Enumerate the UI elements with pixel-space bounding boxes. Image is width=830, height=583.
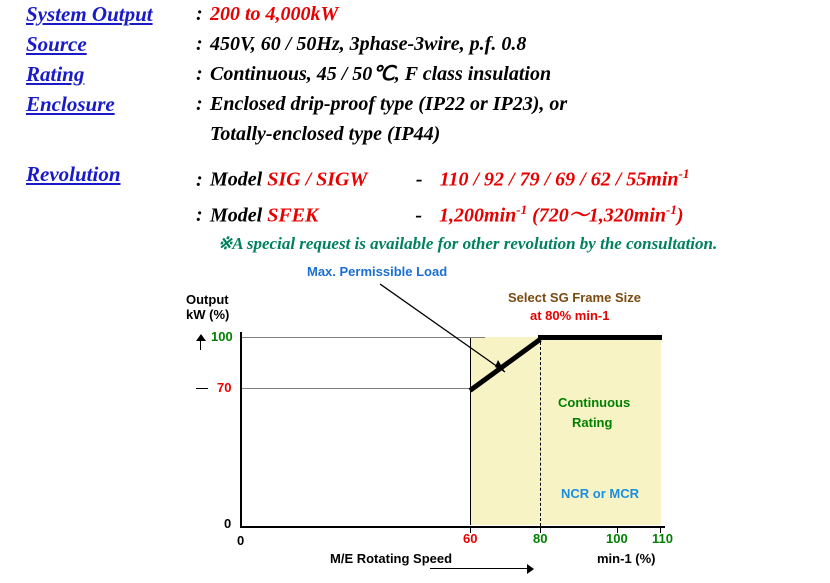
spec-text-system-output: 200 to 4,000kW — [210, 3, 339, 25]
spec-row-enclosure-cont — [0, 120, 830, 148]
revolution-value-1-sup: -1 — [678, 166, 690, 181]
y-tick-label-0: 0 — [224, 516, 232, 531]
spec-note: ※A special request is available for other revolution by the consultation. — [218, 234, 718, 254]
spec-row-revolution-2 — [0, 196, 830, 230]
specification-block — [0, 0, 830, 254]
spec-label-rating: Rating — [26, 62, 85, 86]
colon-separator: : — [196, 204, 203, 227]
revolution-model-prefix-2: Model — [210, 204, 263, 227]
spec-text-enclosure-2: Totally-enclosed type (IP44) — [210, 123, 441, 145]
spec-value-revolution-2 — [196, 196, 684, 230]
y-axis-arrow-stem — [200, 340, 201, 350]
region-label-line1: Continuous — [558, 395, 631, 410]
guide-line-70 — [240, 388, 471, 389]
revolution-model-prefix-1: Model — [210, 168, 263, 191]
spec-label-system-output: System Output — [26, 2, 153, 26]
chart — [0, 248, 830, 583]
annotation-leader-line — [300, 268, 540, 388]
annotation-max-permissible-load: Max. Permissible Load — [307, 264, 448, 279]
spec-row-rating — [0, 60, 830, 88]
revolution-model-1: SIG / SIGW — [267, 168, 367, 191]
y-axis-title-line1: Output — [186, 292, 229, 307]
revolution-value-2-tail-close: ) — [676, 204, 684, 227]
spec-value-enclosure-second-line — [0, 120, 440, 148]
spec-label-revolution: Revolution — [26, 162, 121, 186]
revolution-dash-2: - — [415, 204, 423, 227]
x-tick-label-100: 100 — [606, 531, 628, 546]
colon-separator: : — [196, 168, 203, 191]
spec-text-enclosure: Enclosed drip-proof type (IP22 or IP23), or — [210, 93, 568, 115]
revolution-value-1: 110 / 92 / 79 / 69 / 62 / 55min — [439, 168, 679, 191]
x-tick-label-110: 110 — [652, 531, 673, 546]
x-axis-unit-label: min-1 (%) — [597, 551, 656, 566]
x-axis — [240, 526, 665, 528]
x-tick-label-60: 60 — [463, 531, 478, 546]
y-axis — [240, 332, 242, 528]
max-permissible-load-flat — [538, 335, 662, 340]
y-axis-arrow-icon — [196, 334, 206, 341]
annotation-at-80-percent: at 80% min-1 — [530, 308, 610, 323]
revolution-value-2-tail: (720～1,320min — [532, 204, 667, 227]
y-tick-label-70: 70 — [217, 380, 232, 395]
x-axis-arrow-icon — [527, 564, 534, 574]
colon-separator: : — [196, 33, 203, 55]
colon-separator: : — [196, 3, 203, 25]
spec-text-rating: Continuous, 45 / 50℃, F class insulation — [210, 63, 552, 85]
spec-row-source — [0, 30, 830, 58]
spec-label-source: Source — [26, 32, 87, 56]
spec-value-source — [196, 30, 526, 58]
spec-text-source: 450V, 60 / 50Hz, 3phase-3wire, p.f. 0.8 — [210, 33, 527, 55]
revolution-value-2: 1,200min — [439, 204, 517, 227]
colon-separator: : — [196, 63, 203, 85]
annotation-select-sg-frame-size: Select SG Frame Size — [508, 290, 641, 305]
spec-row-system-output — [0, 0, 830, 28]
spec-label-revolution-blank — [0, 196, 196, 224]
y-tick-70-mark — [196, 388, 208, 389]
revolution-value-2-tail-sup: -1 — [666, 201, 677, 217]
spec-value-revolution-1 — [196, 160, 689, 194]
x-tick-label-80: 80 — [533, 531, 548, 546]
revolution-model-2: SFEK — [267, 204, 319, 227]
spec-value-enclosure — [196, 90, 567, 118]
spec-value-rating — [196, 60, 551, 88]
x-tick-label-0: 0 — [237, 533, 245, 548]
dashed-line-80 — [540, 337, 541, 526]
colon-separator: : — [196, 93, 203, 115]
region-label-line2: Rating — [572, 415, 613, 430]
annotation-ncr-or-mcr: NCR or MCR — [561, 486, 639, 501]
x-axis-arrow-stem — [430, 568, 528, 569]
revolution-value-2-sup: -1 — [516, 201, 528, 217]
x-axis-title: M/E Rotating Speed — [330, 551, 453, 566]
y-axis-title-line2: kW (%) — [186, 307, 230, 322]
spec-label-enclosure: Enclosure — [26, 92, 115, 116]
spec-row-enclosure — [0, 90, 830, 118]
spec-row-revolution — [0, 160, 830, 194]
revolution-dash-1: - — [415, 168, 423, 191]
y-tick-label-100: 100 — [211, 329, 233, 344]
spec-value-system-output — [196, 0, 338, 28]
